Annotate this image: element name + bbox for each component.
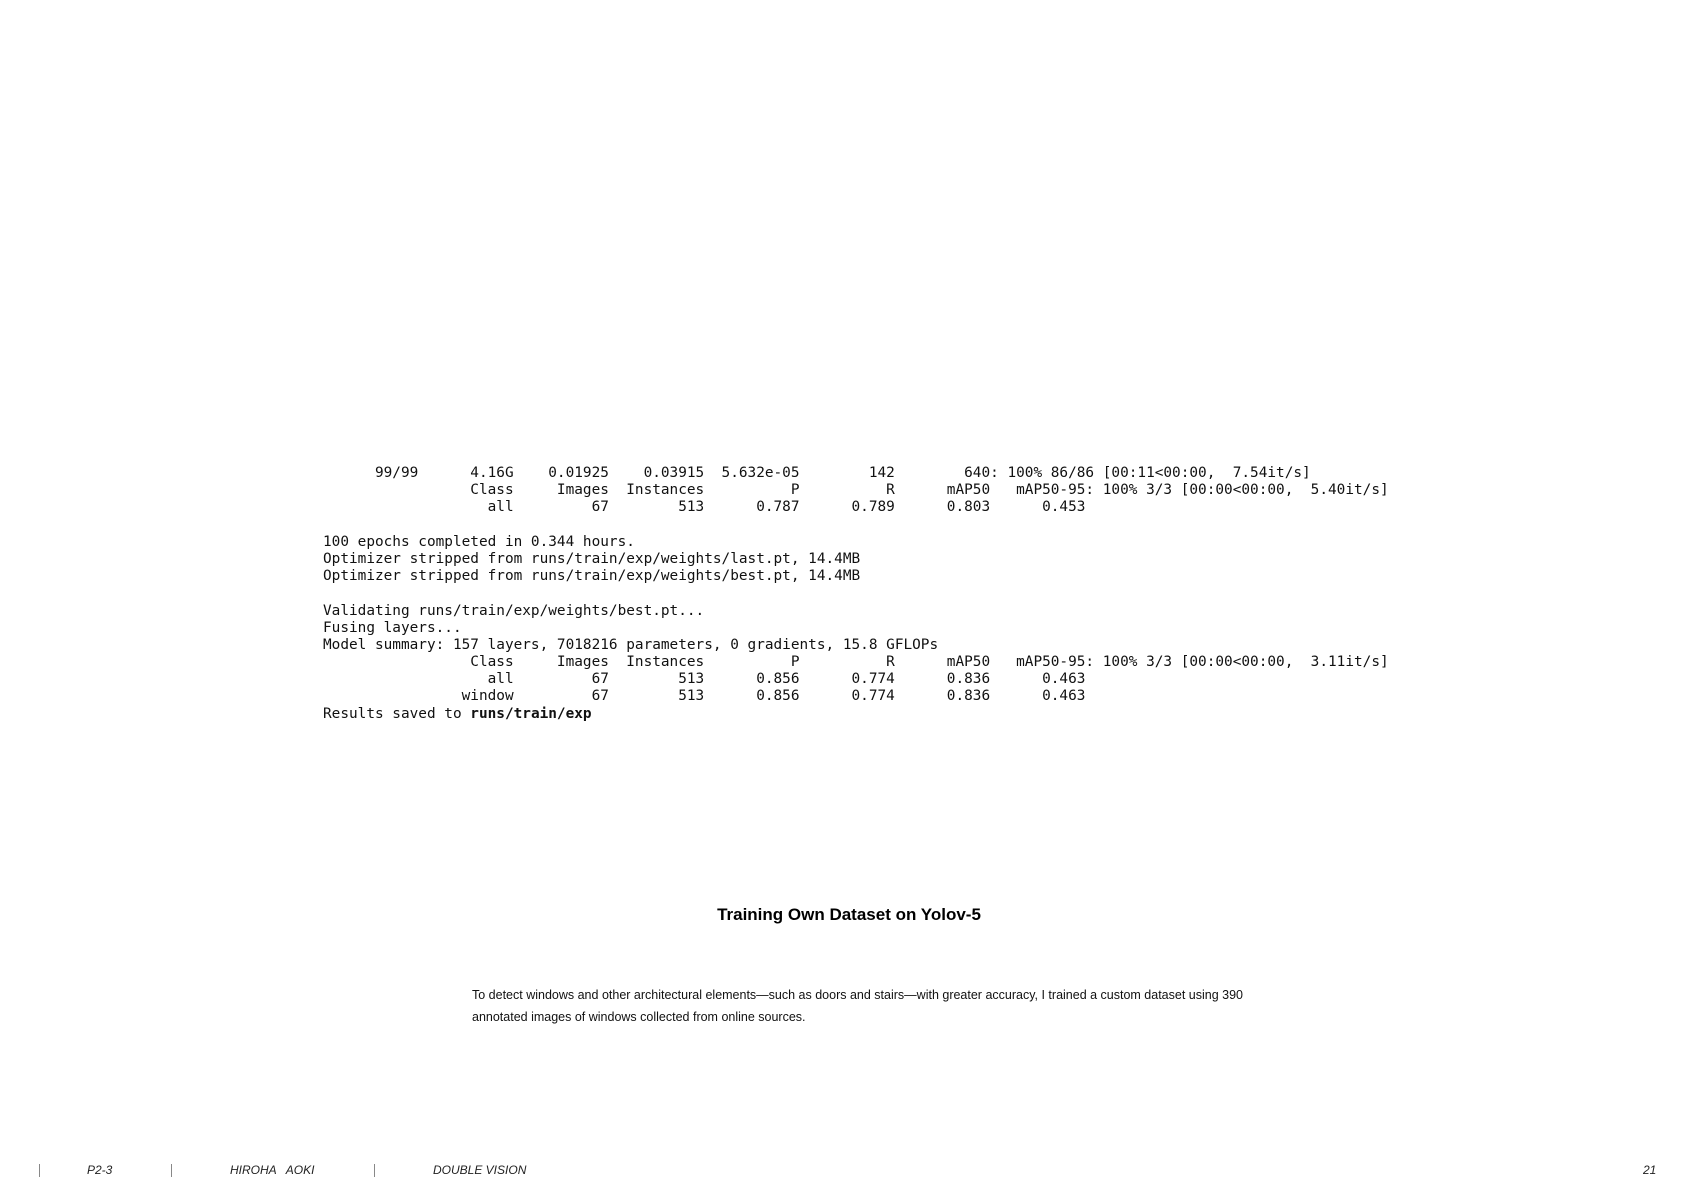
footer-divider [39, 1164, 40, 1177]
terminal-line: Class Images Instances P R mAP50 mAP50-95: 100% 3/3 [00:00<00:00, 3.11it/s] [323, 654, 1389, 671]
results-saved-line [323, 706, 1403, 723]
footer-divider [171, 1164, 172, 1177]
terminal-output [323, 465, 1403, 723]
terminal-blank-line [323, 517, 1403, 534]
footer-divider [374, 1164, 375, 1177]
page-number: 21 [1643, 1163, 1657, 1177]
terminal-line: all 67 513 0.856 0.774 0.836 0.463 [323, 671, 1086, 688]
terminal-line: 99/99 4.16G 0.01925 0.03915 5.632e-05 142 640: 100% 86/86 [00:11<00:00, 7.54it/s] [323, 465, 1311, 481]
results-saved-path: runs/train/exp [470, 705, 592, 722]
footer-code: P2-3 [87, 1163, 113, 1177]
terminal-line: Optimizer stripped from runs/train/exp/weights/last.pt, 14.4MB [323, 550, 861, 567]
section-title: Training Own Dataset on Yolov-5 [717, 905, 981, 924]
results-saved-prefix: Results saved to [323, 705, 471, 722]
page-footer [0, 1160, 1698, 1180]
footer-author: HIROHA AOKI [230, 1163, 315, 1177]
section-paragraph: To detect windows and other architectural elements—such as doors and stairs—with greater accuracy, I trained a custom dataset using 390 annotated images of windows collected from online sources. [472, 988, 1243, 1024]
terminal-line: Validating runs/train/exp/weights/best.pt... [323, 602, 705, 619]
footer-project: DOUBLE VISION [433, 1163, 527, 1177]
terminal-line: Class Images Instances P R mAP50 mAP50-95: 100% 3/3 [00:00<00:00, 5.40it/s] [323, 482, 1389, 499]
terminal-line: window 67 513 0.856 0.774 0.836 0.463 [323, 688, 1086, 705]
terminal-line: Optimizer stripped from runs/train/exp/weights/best.pt, 14.4MB [323, 568, 861, 585]
terminal-line: all 67 513 0.787 0.789 0.803 0.453 [323, 499, 1086, 516]
terminal-blank-line [323, 585, 1403, 602]
terminal-line: Fusing layers... [323, 619, 462, 636]
terminal-line: 100 epochs completed in 0.344 hours. [323, 533, 635, 550]
terminal-line: Model summary: 157 layers, 7018216 parameters, 0 gradients, 15.8 GFLOPs [323, 636, 939, 653]
